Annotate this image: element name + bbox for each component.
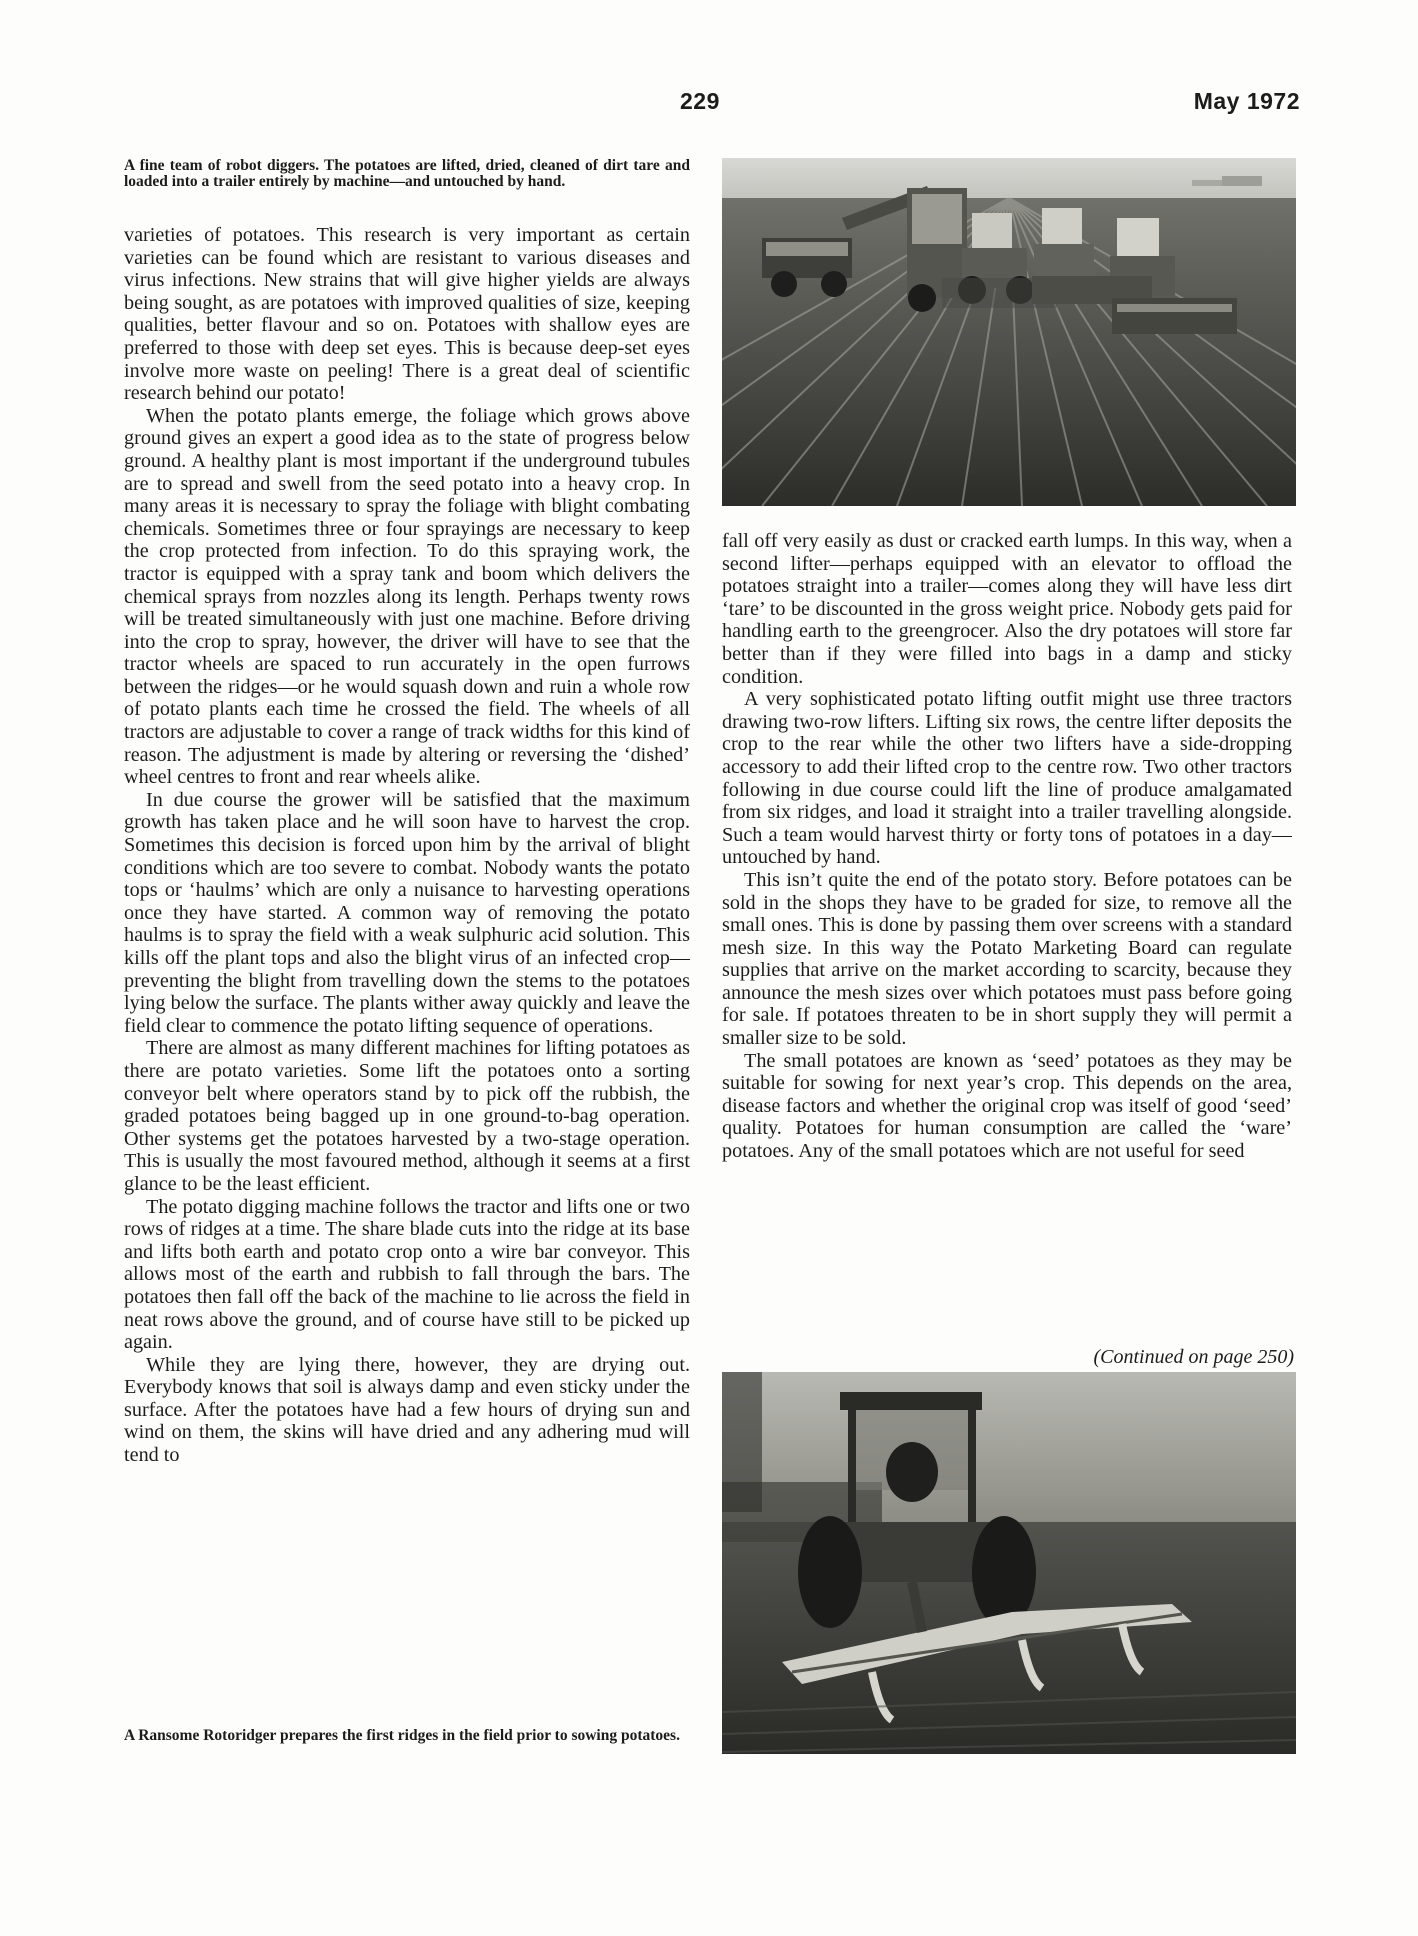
bottom-photo-caption: A Ransome Rotoridger prepares the first ridges in the field prior to sowing potatoes. bbox=[124, 1727, 680, 1744]
top-photo-caption: A fine team of robot diggers. The potatoes are lifted, dried, cleaned of dirt tare and loaded into a trailer entirely by machine—and untouched by hand. bbox=[124, 157, 690, 190]
paragraph: When the potato plants emerge, the foliage which grows above ground gives an expert a good idea as to the state of progress below ground. A healthy plant is most important if the underground tubules are to spread and swell from the seed potato into a heavy crop. In many areas it is necessary to spray the foliage with blight combating chemicals. Sometimes three or four sprayings are necessary to keep the crop protected from infection. To do this spraying work, the tractor is equipped with a spray tank and boom which delivers the chemical sprays from nozzles along its length. Perhaps twenty rows will be treated simultaneously with just one machine. Before driving into the crop to spray, however, the driver will have to see that the tractor wheels are spaced to run accurately in the open furrows between the ridges—or he would squash down and ruin a whole row of potato plants each time he crossed the field. The wheels of all tractors are adjustable to cover a range of track widths for this kind of reason. The adjustment is made by altering or reversing the ‘dished’ wheel centres to front and rear wheels alike. bbox=[124, 404, 690, 789]
issue-date: May 1972 bbox=[1193, 88, 1300, 114]
right-column bbox=[722, 530, 1292, 1340]
paragraph: The small potatoes are known as ‘seed’ potatoes as they may be suitable for sowing for next year’s crop. This depends on the area, disease factors and whether the original crop was itself of good ‘seed’ quality. Potatoes for human consumption are called the ‘ware’ potatoes. Any of the small potatoes which are not useful for seed bbox=[722, 1049, 1292, 1163]
page-number: 229 bbox=[680, 88, 720, 114]
left-column bbox=[124, 224, 690, 1712]
paragraph: A very sophisticated potato lifting outfit might use three tractors drawing two-row lifters. Lifting six rows, the centre lifter deposits the crop to the rear while the other two lifters have a side-dropping accessory to add their lifted crop to the centre row. Two other tractors following in due course could lift the line of produce amalgamated from six ridges, and load it straight into a trailer travelling alongside. Such a team would harvest thirty or forty tons of potatoes in a day—untouched by hand. bbox=[722, 688, 1292, 869]
paragraph: fall off very easily as dust or cracked earth lumps. In this way, when a second lifter—perhaps equipped with an elevator to offload the potatoes straight into a trailer—comes along they will have less dirt ‘tare’ to be discounted in the gross weight price. Nobody gets paid for handling earth to the greengrocer. Also the dry potatoes will store far better than if they were filled into bags in a damp and sticky condition. bbox=[722, 530, 1292, 688]
paragraph: There are almost as many different machines for lifting potatoes as there are potato varieties. Some lift the potatoes onto a sorting conveyor belt where operators stand by to pick off the rubbish, the graded potatoes being bagged up in one ground-to-bag operation. Other systems get the potatoes harvested by a two-stage operation. This is usually the most favoured method, although it seems at a first glance to be the least efficient. bbox=[124, 1037, 690, 1195]
paragraph: While they are lying there, however, they are drying out. Everybody knows that soil is always damp and even sticky under the surface. After the potatoes have had a few hours of drying sun and wind on them, the skins will have dried and any adhering mud will tend to bbox=[124, 1353, 690, 1467]
paragraph: varieties of potatoes. This research is very important as certain varieties can be found which are resistant to various diseases and virus infections. New strains that will give higher yields are always being sought, as are potatoes with improved qualities of size, keeping qualities, better flavour and so on. Potatoes with shallow eyes are preferred to those with deep set eyes. This is because deep-set eyes involve more waste on peeling! There is a great deal of scientific research behind our potato! bbox=[124, 224, 690, 405]
rotoridger-photo bbox=[722, 1372, 1296, 1754]
paragraph: In due course the grower will be satisfied that the maximum growth has taken place and he will soon have to harvest the crop. Sometimes this decision is forced upon him by the arrival of blight conditions which are too severe to combat. Nobody wants the potato tops or ‘haulms’ which are only a nuisance to harvesting operations once they have started. A common way of removing the potato haulms is to spray the field with a weak sulphuric acid solution. This kills off the plant tops and also the blight virus of an infected crop—preventing the blight from travelling down the stems to the potatoes lying below the surface. The plants wither away quickly and leave the field clear to commence the potato lifting sequence of operations. bbox=[124, 788, 690, 1037]
continued-note: (Continued on page 250) bbox=[1093, 1346, 1294, 1368]
harvest-team-photo bbox=[722, 158, 1296, 506]
paragraph: The potato digging machine follows the tractor and lifts one or two rows of ridges at a time. The share blade cuts into the ridge at its base and lifts both earth and potato crop onto a wire bar conveyor. This allows most of the earth and rubbish to fall through the bars. The potatoes then fall off the back of the machine to lie across the field in neat rows above the ground, and of course have still to be picked up again. bbox=[124, 1195, 690, 1354]
paragraph: This isn’t quite the end of the potato story. Before potatoes can be sold in the shops they have to be graded for size, to remove all the small ones. This is done by passing them over screens with a standard mesh size. In this way the Potato Marketing Board can regulate supplies that arrive on the market according to scarcity, because they announce the mesh sizes over which potatoes must pass before going for sale. If potatoes threaten to be in short supply they will permit a smaller size to be sold. bbox=[722, 868, 1292, 1050]
